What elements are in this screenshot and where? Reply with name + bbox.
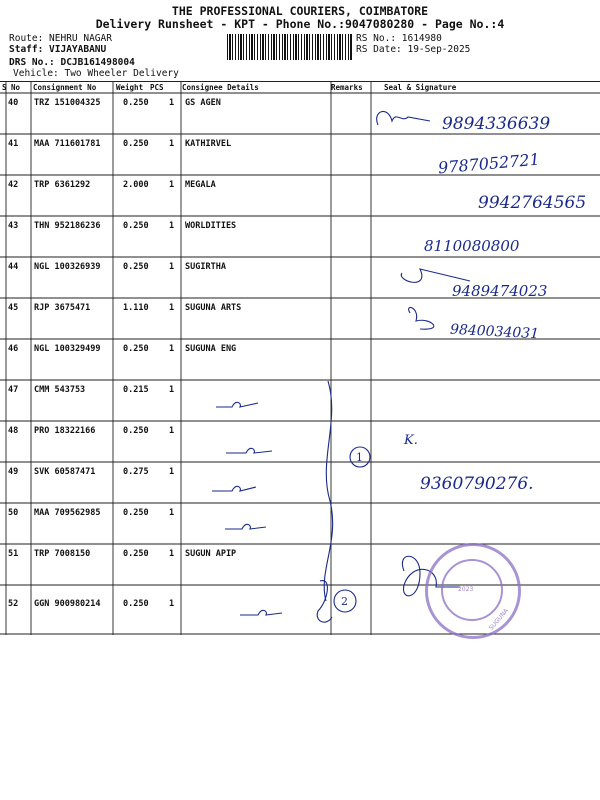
row-sno: 45 (8, 303, 19, 313)
row-consignment-no: GGN 900980214 (34, 599, 101, 609)
runsheet-title: Delivery Runsheet - KPT - Phone No.:9047080280 - Page No.:4 (95, 17, 505, 31)
row-sno: 52 (8, 599, 19, 609)
row-sno: 48 (8, 426, 19, 436)
row-weight: 1.110 (123, 303, 149, 313)
row-sno: 49 (8, 467, 19, 477)
row-consignment-no: TRP 6361292 (34, 180, 91, 190)
row-sno: 42 (8, 180, 19, 190)
row-sno: 40 (8, 98, 19, 108)
col-header-remarks: Remarks (331, 83, 363, 92)
row-weight: 0.250 (123, 549, 149, 559)
row-weight: 0.250 (123, 262, 149, 272)
row-sno: 50 (8, 508, 19, 518)
row-weight: 0.250 (123, 139, 149, 149)
row-weight: 0.250 (123, 344, 149, 354)
vehicle: Vehicle: Two Wheeler Delivery (13, 68, 179, 79)
row-weight: 0.275 (123, 467, 149, 477)
row-pcs: 1 (169, 549, 175, 559)
row-pcs: 1 (169, 344, 175, 354)
company-seal (425, 543, 521, 639)
handwritten-phone-44: 9489474023 (452, 282, 548, 300)
row-consignee: KATHIRVEL (185, 139, 232, 149)
row-weight: 0.250 (123, 599, 149, 609)
handwritten-initial-48: K. (404, 433, 418, 448)
row-consignee: SUGIRTHA (185, 262, 226, 272)
row-pcs: 1 (169, 180, 175, 190)
row-consignment-no: TRP 7008150 (34, 549, 91, 559)
row-consignment-no: SVK 60587471 (34, 467, 96, 477)
handwritten-phone-49: 9360790276. (420, 474, 534, 494)
rs-date: RS Date: 19-Sep-2025 (356, 44, 471, 55)
row-weight: 0.215 (123, 385, 149, 395)
row-consignee: SUGUN APIP (185, 549, 237, 559)
row-weight: 0.250 (123, 98, 149, 108)
rs-number: RS No.: 1614980 (356, 33, 442, 44)
row-pcs: 1 (169, 139, 175, 149)
row-weight: 0.250 (123, 508, 149, 518)
row-sno: 46 (8, 344, 19, 354)
row-consignment-no: CMM 543753 (34, 385, 86, 395)
row-consignment-no: MAA 709562985 (34, 508, 101, 518)
row-consignment-no: THN 952186236 (34, 221, 101, 231)
row-pcs: 1 (169, 426, 175, 436)
row-consignment-no: MAA 711601781 (34, 139, 101, 149)
circle-2-digit: 2 (341, 595, 348, 608)
col-header-consignee: Consignee Details (182, 83, 259, 92)
row-consignment-no: TRZ 151004325 (34, 98, 101, 108)
col-header-weight: Weight (116, 83, 144, 92)
row-sno: 47 (8, 385, 19, 395)
row-consignment-no: NGL 100326939 (34, 262, 101, 272)
row-pcs: 1 (169, 467, 175, 477)
col-header-consignment: Consignment No (33, 83, 97, 92)
row-consignment-no: RJP 3675471 (34, 303, 91, 313)
row-consignee: WORLDITIES (185, 221, 237, 231)
col-header-pcs: PCS (150, 83, 164, 92)
row-pcs: 1 (169, 599, 175, 609)
company-name: THE PROFESSIONAL COURIERS, COIMBATORE (171, 4, 429, 18)
row-sno: 43 (8, 221, 19, 231)
row-pcs: 1 (169, 262, 175, 272)
row-pcs: 1 (169, 385, 175, 395)
col-header-sno: S No (2, 83, 21, 92)
row-sno: 44 (8, 262, 19, 272)
barcode (227, 34, 353, 60)
row-pcs: 1 (169, 508, 175, 518)
handwritten-phone-42: 9942764565 (478, 193, 587, 213)
col-header-signature: Seal & Signature (384, 83, 457, 92)
row-consignment-no: NGL 100329499 (34, 344, 101, 354)
row-consignee: SUGUNA ENG (185, 344, 237, 354)
row-consignment-no: PRO 18322166 (34, 426, 96, 436)
row-consignee: MEGALA (185, 180, 216, 190)
seal-ring-text: SUGUNA (487, 607, 510, 632)
handwritten-phone-41: 9787052721 (437, 149, 541, 178)
row-pcs: 1 (169, 221, 175, 231)
handwritten-phone-40: 9894336639 (442, 114, 551, 134)
seal-year: 2023 (458, 586, 474, 593)
handwritten-phone-45: 9840034031 (449, 321, 540, 343)
row-consignee: GS AGEN (185, 98, 221, 108)
row-pcs: 1 (169, 303, 175, 313)
circle-1-digit: 1 (356, 451, 363, 464)
row-weight: 0.250 (123, 426, 149, 436)
handwritten-phone-43: 8110080800 (424, 237, 520, 255)
row-weight: 0.250 (123, 221, 149, 231)
row-consignee: SUGUNA ARTS (185, 303, 242, 313)
route: Route: NEHRU NAGAR (9, 33, 112, 44)
row-weight: 2.000 (123, 180, 149, 190)
row-sno: 41 (8, 139, 19, 149)
row-sno: 51 (8, 549, 19, 559)
drs-number: DRS No.: DCJB161498004 (9, 57, 135, 68)
staff: Staff: VIJAYABANU (9, 44, 107, 55)
row-pcs: 1 (169, 98, 175, 108)
